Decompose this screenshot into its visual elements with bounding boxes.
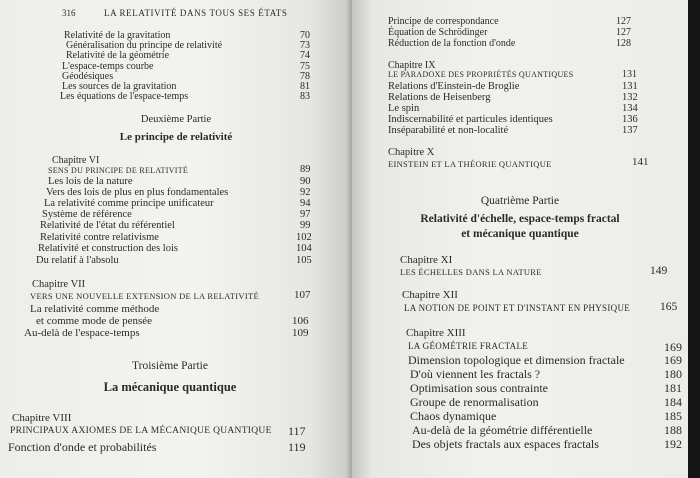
toc-entry-page: 97: [300, 209, 311, 220]
background-edge: [688, 0, 700, 478]
toc-entry-page: 94: [300, 198, 311, 209]
toc-entry: Les équations de l'espace-temps: [60, 91, 189, 102]
toc-entry-page: 131: [622, 81, 638, 92]
toc-entry: Optimisation sous contrainte: [410, 381, 548, 395]
toc-entry: Les sources de la gravitation: [62, 81, 177, 92]
part-title: Relativité d'échelle, espace-temps fractal: [420, 213, 620, 225]
toc-entry-page: 102: [296, 232, 312, 243]
toc-entry-page: 78: [300, 71, 310, 82]
part-title: Le principe de relativité: [119, 131, 233, 143]
chapter-title: EINSTEIN ET LA THÉORIE QUANTIQUE: [388, 159, 552, 169]
toc-entry-page: 92: [300, 187, 311, 198]
toc-entry: D'où viennent les fractals ?: [410, 367, 541, 381]
chapter-label: Chapitre X: [388, 147, 435, 158]
chapter-label: Chapitre XIII: [406, 327, 466, 339]
toc-entry: Du relatif à l'absolu: [36, 255, 119, 266]
chapter-label: Chapitre VI: [52, 155, 100, 166]
toc-entry: Au-delà de l'espace-temps: [24, 327, 140, 339]
chapter-title: VERS UNE NOUVELLE EXTENSION DE LA RELATIVITÉ: [30, 291, 259, 301]
chapter-page: 117: [288, 424, 306, 438]
toc-entry-page: 99: [300, 220, 311, 231]
toc-entry: Au-delà de la géométrie différentielle: [412, 423, 593, 437]
chapter-label: Chapitre XI: [400, 254, 453, 266]
chapter-title: SENS DU PRINCIPE DE RELATIVITÉ: [48, 166, 189, 175]
header-running-title: LA RELATIVITÉ DANS TOUS SES ÉTATS: [104, 8, 288, 18]
toc-entry: Relations de Heisenberg: [388, 92, 491, 103]
toc-entry: Relativité de la géométrie: [66, 50, 170, 61]
toc-entry: Le spin: [388, 103, 420, 114]
right-page: [352, 0, 688, 478]
toc-entry: Équation de Schrödinger: [388, 27, 488, 38]
toc-entry-page: 90: [300, 176, 311, 187]
toc-entry-page: 192: [664, 437, 682, 451]
chapter-title: LES ÉCHELLES DANS LA NATURE: [400, 267, 542, 277]
chapter-title: LA NOTION DE POINT ET D'INSTANT EN PHYSIQUE: [404, 303, 631, 313]
toc-entry-page: 169: [664, 353, 682, 367]
toc-entry: Principe de correspondance: [388, 16, 499, 27]
part-title: La mécanique quantique: [103, 380, 237, 394]
chapter-label: Chapitre VIII: [12, 412, 72, 424]
toc-entry-page: 188: [664, 423, 682, 437]
chapter-page: 165: [660, 301, 678, 313]
toc-entry-page: 104: [296, 243, 312, 254]
toc-entry: Système de référence: [42, 209, 132, 220]
toc-entry: Indiscernabilité et particules identiques: [388, 114, 553, 125]
toc-entry: Chaos dynamique: [410, 409, 497, 423]
toc-entry-page: 106: [292, 315, 309, 327]
toc-entry-page: 83: [300, 91, 310, 102]
chapter-page: 107: [294, 289, 311, 301]
toc-entry: Relativité et construction des lois: [38, 243, 178, 254]
toc-entry: Relativité de l'état du référentiel: [40, 220, 175, 231]
toc-entry: Groupe de renormalisation: [410, 395, 539, 409]
toc-entry-page: 181: [664, 381, 682, 395]
toc-entry: La relativité comme principe unificateur: [44, 198, 214, 209]
toc-entry-page: 75: [300, 61, 310, 72]
toc-entry: Dimension topologique et dimension fractale: [408, 353, 625, 367]
chapter-label: Chapitre XII: [402, 289, 458, 301]
toc-entry-page: 184: [664, 395, 682, 409]
chapter-page: 131: [622, 69, 637, 80]
toc-entry-page: 136: [622, 114, 638, 125]
toc-entry-page: 132: [622, 92, 638, 103]
toc-entry-page: 73: [300, 40, 310, 51]
toc-entry-page: 137: [622, 125, 638, 136]
toc-entry: Relativité contre relativisme: [40, 232, 159, 243]
toc-entry: Vers des lois de plus en plus fondamentales: [46, 187, 229, 198]
toc-entry: Réduction de la fonction d'onde: [388, 38, 516, 49]
toc-entry-page: 70: [300, 30, 310, 41]
toc-entry-page: 185: [664, 409, 682, 423]
toc-entry: L'espace-temps courbe: [62, 61, 154, 72]
toc-entry-page: 109: [292, 327, 309, 339]
chapter-page: 149: [650, 265, 668, 277]
chapter-label: Chapitre IX: [388, 60, 436, 71]
toc-entry-page: 105: [296, 255, 312, 266]
toc-entry-continued: et comme mode de pensée: [36, 315, 153, 327]
toc-entry: Des objets fractals aux espaces fractals: [412, 437, 599, 451]
toc-entry-page: 128: [616, 38, 631, 49]
chapter-label: Chapitre VII: [32, 279, 86, 290]
part-title-continued: et mécanique quantique: [461, 228, 579, 240]
toc-entry: Relations d'Einstein-de Broglie: [388, 81, 520, 92]
chapter-title: LA GÉOMÉTRIE FRACTALE: [408, 341, 529, 351]
chapter-title: LE PARADOXE DES PROPRIÉTÉS QUANTIQUES: [388, 70, 574, 79]
toc-entry: Inséparabilité et non-localité: [388, 125, 509, 136]
part-label: Deuxième Partie: [140, 114, 212, 125]
toc-entry: Les lois de la nature: [48, 176, 133, 187]
toc-entry-page: 127: [616, 27, 631, 38]
toc-entry-page: 119: [288, 440, 306, 454]
toc-entry: Relativité de la gravitation: [64, 30, 171, 41]
toc-entry-page: 74: [300, 50, 310, 61]
toc-entry: Généralisation du principe de relativité: [66, 40, 223, 51]
header-page-number: 316: [62, 8, 76, 18]
chapter-title: PRINCIPAUX AXIOMES DE LA MÉCANIQUE QUANTIQUE: [10, 426, 272, 436]
chapter-page: 141: [632, 156, 649, 168]
part-label: Troisième Partie: [132, 360, 208, 372]
toc-entry-page: 180: [664, 367, 682, 381]
toc-entry-page: 127: [616, 16, 631, 27]
toc-entry: La relativité comme méthode: [30, 303, 160, 315]
chapter-page: 169: [664, 340, 682, 354]
toc-entry-page: 81: [300, 81, 310, 92]
toc-entry: Fonction d'onde et probabilités: [8, 440, 157, 454]
chapter-page: 89: [300, 164, 311, 175]
toc-entry-page: 134: [622, 103, 638, 114]
toc-entry: Géodésiques: [62, 71, 114, 82]
part-label: Quatrième Partie: [480, 195, 560, 207]
